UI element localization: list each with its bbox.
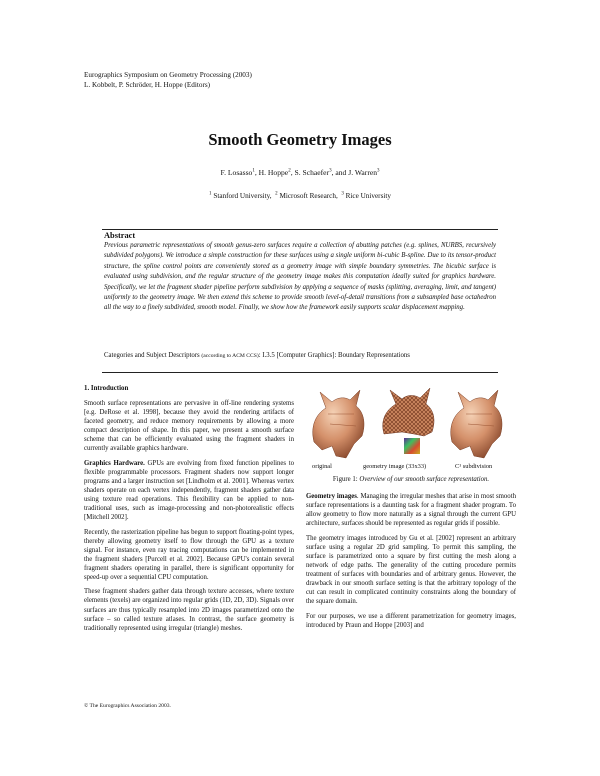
- figure-label-original: original: [312, 463, 332, 470]
- figure-label-subdivision: C¹ subdivision: [455, 463, 493, 470]
- geometry-image-swatch: [404, 438, 420, 454]
- author-list: F. Losasso$^1$, H. Hoppe$^2$, S. Schaefer$^3$, and J. Warren$^3$: [220, 168, 380, 177]
- left-column: [84, 384, 294, 638]
- affil-2: Microsoft Research: [279, 192, 336, 200]
- abstract-top-rule: [102, 229, 498, 230]
- affil-3-sup: 3: [341, 191, 344, 197]
- geometry-images-text: . Managing the irregular meshes that arise in most smooth surface representations is a daunting task for a fragment shader program. To allow geometry to flow more naturally as a signal through the current GPU architecture, surfaces should be represented as regular grids if possible.: [306, 493, 516, 528]
- abstract-bottom-rule: [102, 372, 498, 373]
- right-column: [306, 492, 516, 635]
- author-3: S. Schaefer: [294, 168, 330, 177]
- author-1-sup: 1: [252, 168, 255, 174]
- author-4-sup: 3: [377, 168, 380, 174]
- affil-1: Stanford University: [213, 192, 270, 200]
- intro-paragraph-2: [84, 459, 294, 522]
- caption-label: Figure 1:: [332, 476, 358, 483]
- figure-1-caption: [306, 476, 516, 483]
- gargoyle-original: [313, 390, 364, 458]
- categories-note: (according to ACM CCS): [201, 353, 259, 359]
- author-2-sup: 2: [288, 168, 291, 174]
- figure-1: [306, 384, 516, 454]
- categories-label: Categories and Subject Descriptors: [104, 352, 200, 359]
- author-2: H. Hoppe: [258, 168, 289, 177]
- gargoyle-subdivision: [451, 390, 502, 458]
- venue-header: [84, 71, 252, 90]
- abstract-text: Previous parametric representations of smooth genus-zero surfaces require a collection of abutting patches (e.g. splines, NURBS, recursively subdivided polygons). We introduce a simple construction for these surfaces using a single uniform bi-cubic B-spline. Due to its tensor-product structure, the spline control points are conveniently stored as a geometry image with simple boundary symmetries. The bicubic surface is evaluated using subdivision, and the regular structure of the geometry image makes this computation ideally suited for graphics hardware. Specifically, we let the fragment shader pipeline perform subdivision by applying a sequence of masks (splitting, averaging, limit, and tangent) uniformly to the geometry image. We then extend this scheme to provide smooth level-of-detail transitions from a subsampled base octahedron all the way to a finely subdivided, smooth model. Finally, we show how the framework easily supports scalar displacement mapping.: [104, 242, 496, 312]
- graphics-hardware-text: GPUs are evolving from fixed function pipelines to flexible programmable processors. Fragment shaders now support longer programs and a larger instruction set [Lindholm et al. 2001]. Whereas vertex shaders operate on each vertex independently, fragment shaders gather data using texture read operations. This flexibility can be applied to non-traditional uses, such as image-processing and non-photorealistic effects [Mitchell 2002].: [84, 459, 294, 522]
- categories-text: : I.3.5 [Computer Graphics]: Boundary Representations: [258, 352, 410, 359]
- affil-2-sup: 2: [275, 191, 278, 197]
- affiliation-list: $^1$ Stanford University, $^2$ Microsoft Research, $^3$ Rice University: [209, 191, 391, 200]
- author-1: F. Losasso: [220, 168, 253, 177]
- right-paragraph-2: The geometry images introduced by Gu et al. [2002] represent an arbitrary surface using a regular 2D grid sampling. To permit this sampling, the surface is parametrized onto a square by first cutting the mesh along a network of edge paths. The generality of the cutting procedure permits treatment of surfaces with boundaries and of arbitrary genus. However, the drawback in our smooth surface setting is that the arbitrary topology of the cut can result in complicated continuity constraints along the boundary of the square domain.: [306, 534, 516, 606]
- author-4: J. Warren: [348, 168, 378, 177]
- right-paragraph-3: For our purposes, we use a different parametrization for geometry images, introduced by Praun and Hoppe [2003] and: [306, 612, 516, 629]
- author-3-sup: 3: [329, 168, 332, 174]
- intro-paragraph-3: Recently, the rasterization pipeline has begun to support floating-point types, thereby allowing geometry itself to flow through the GPU as a texture signal. For instance, even ray tracing computations can be implemented in the fragment shaders [Purcell et al. 2002]. Because GPU's contain several fragment shaders operating in parallel, there is significant opportunity for speed-up over a sequential CPU computation.: [84, 528, 294, 581]
- right-paragraph-1: [306, 492, 516, 528]
- geometry-images-heading: Geometry images: [306, 493, 357, 500]
- figure-1-graphic: [306, 384, 516, 462]
- caption-text: Overview of our smooth surface representation.: [357, 476, 490, 483]
- intro-paragraph-4: These fragment shaders gather data through texture accesses, where texture elements (texels) are organized into regular grids (1D, 2D, 3D). Signals over surfaces are thus typically resampled into 2D images parametrized onto the surface – so called texture atlases. In contrast, the surface geometry is traditionally represented using irregular (triangle) meshes.: [84, 588, 294, 632]
- figure-label-geometry-image: geometry image (33x33): [363, 463, 427, 470]
- gargoyle-geometry-image: [383, 388, 434, 454]
- categories-line: [104, 351, 496, 361]
- abstract-heading: Abstract: [104, 231, 136, 240]
- copyright-notice: © The Eurographics Association 2003.: [84, 703, 171, 709]
- affil-1-sup: 1: [209, 191, 212, 197]
- venue-line-2: L. Kobbelt, P. Schröder, H. Hoppe (Editors): [84, 80, 211, 89]
- affil-3: Rice University: [345, 192, 391, 200]
- graphics-hardware-heading: Graphics Hardware.: [84, 459, 145, 467]
- venue-line-1: Eurographics Symposium on Geometry Processing (2003): [84, 71, 252, 79]
- paper-title: Smooth Geometry Images: [208, 130, 392, 149]
- section-heading-introduction: 1. Introduction: [84, 385, 129, 392]
- intro-paragraph-1: Smooth surface representations are pervasive in off-line rendering systems [e.g. DeRose et al. 1998], because they avoid the rendering artifacts of faceted geometry, and reduce memory requirements by allowing a more compact description of shape. In this paper, we present a smooth surface scheme that can be efficiently evaluated using the fragment shaders in currently available graphics hardware.: [84, 400, 294, 453]
